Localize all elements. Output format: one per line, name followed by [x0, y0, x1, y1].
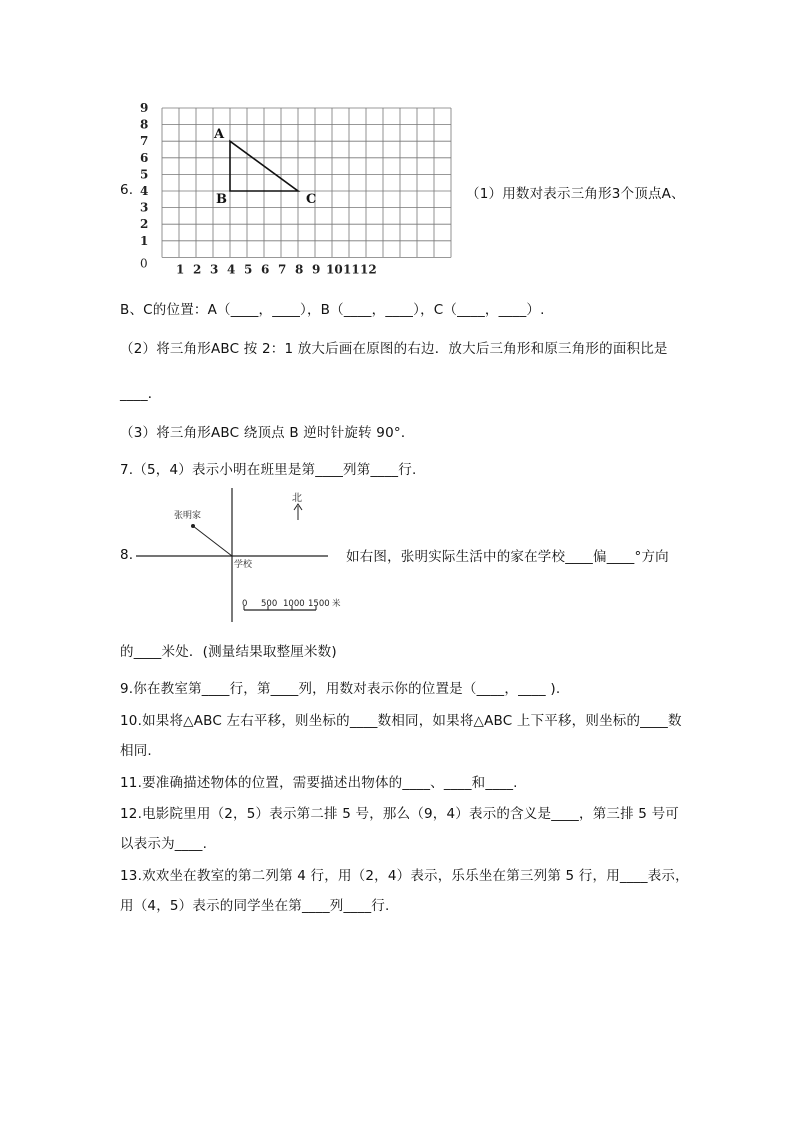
q13-line2: 用（4，5）表示的同学坐在第____列____行. — [120, 898, 390, 914]
q6-part2-line2: ____． — [120, 386, 162, 402]
q6-coordinate-grid — [130, 100, 470, 280]
north-label: 北 — [292, 493, 302, 504]
scale-label-1500: 1500 — [308, 599, 330, 609]
y-tick-label: 6 — [140, 150, 149, 165]
scale-label-1000: 1000 — [283, 599, 305, 609]
y-tick-label: 2 — [140, 217, 149, 232]
scale-unit: 米 — [332, 599, 341, 609]
home-direction-line — [193, 526, 232, 556]
y-tick-label: 3 — [140, 200, 149, 215]
q11-text: 11.要准确描述物体的位置，需要描述出物体的____、____和____. — [120, 775, 518, 791]
q10-line1: 10.如果将△ABC 左右平移，则坐标的____数相同，如果将△ABC 上下平移，则坐标的____数 — [120, 713, 682, 729]
x-tick-label: 6 — [261, 262, 270, 277]
y-tick-label: 4 — [140, 184, 149, 198]
q8-number: 8. — [120, 547, 134, 563]
x-tick-label: 3 — [210, 262, 219, 277]
q6-number: 6. — [120, 182, 134, 198]
x-tick-label: 10 — [326, 262, 343, 277]
vertex-label-b: B — [216, 192, 227, 207]
x-tick-label: 11 — [343, 262, 360, 277]
x-tick-label: 8 — [295, 262, 304, 277]
q12-line1: 12.电影院里用（2，5）表示第二排 5 号，那么（9，4）表示的含义是____，第三排 5 号可 — [120, 806, 679, 822]
x-tick-label: 2 — [193, 262, 202, 277]
triangle-abc — [213, 127, 316, 207]
q8-map-diagram — [130, 486, 360, 626]
vertex-label-a: A — [214, 127, 225, 143]
scale-label-0: 0 — [242, 599, 248, 609]
x-tick-label: 1 — [176, 262, 185, 277]
y-axis-labels — [140, 101, 148, 270]
q6-part1-line2: B、C的位置：A（____，____），B（____，____），C（____，____）. — [120, 302, 545, 318]
school-label: 学校 — [234, 560, 253, 570]
y-tick-label: 1 — [140, 233, 149, 248]
x-tick-label: 4 — [227, 262, 236, 277]
grid-lines — [162, 108, 451, 257]
q6-part3: （3）将三角形ABC 绕顶点 B 逆时针旋转 90°． — [120, 425, 415, 441]
x-tick-label: 5 — [244, 262, 253, 277]
q8-text-line2: 的____米处．(测量结果取整厘米数) — [120, 644, 337, 660]
home-point — [191, 524, 195, 528]
vertex-label-c: C — [306, 192, 317, 207]
q7-text: 7.（5，4）表示小明在班里是第____列第____行. — [120, 462, 417, 478]
q6-part1-line1: （1）用数对表示三角形3个顶点A、 — [466, 186, 685, 202]
y-tick-label: 5 — [140, 167, 149, 182]
q8-text-line1: 如右图，张明实际生活中的家在学校____偏____°方向 — [346, 549, 669, 565]
q13-line1: 13.欢欢坐在教室的第二列第 4 行，用（2，4）表示，乐乐坐在第三列第 5 行，用____表示， — [120, 868, 689, 884]
y-tick-label: 0 — [140, 256, 148, 271]
x-axis-labels — [176, 262, 377, 276]
q10-line2: 相同. — [120, 743, 152, 759]
x-tick-label: 12 — [360, 262, 377, 277]
x-tick-label: 7 — [278, 262, 287, 277]
home-label: 张明家 — [174, 511, 202, 521]
q6-part2-line1: （2）将三角形ABC 按 2：1 放大后画在原图的右边．放大后三角形和原三角形的面积比是 — [120, 341, 668, 357]
x-tick-label: 9 — [312, 262, 321, 277]
q9-text: 9.你在教室第____行，第____列，用数对表示你的位置是（____，____ ). — [120, 681, 561, 697]
scale-label-500: 500 — [261, 599, 278, 609]
y-tick-label: 9 — [140, 101, 149, 115]
y-tick-label: 8 — [140, 117, 149, 132]
q12-line2: 以表示为____. — [120, 836, 208, 852]
y-tick-label: 7 — [140, 134, 149, 149]
